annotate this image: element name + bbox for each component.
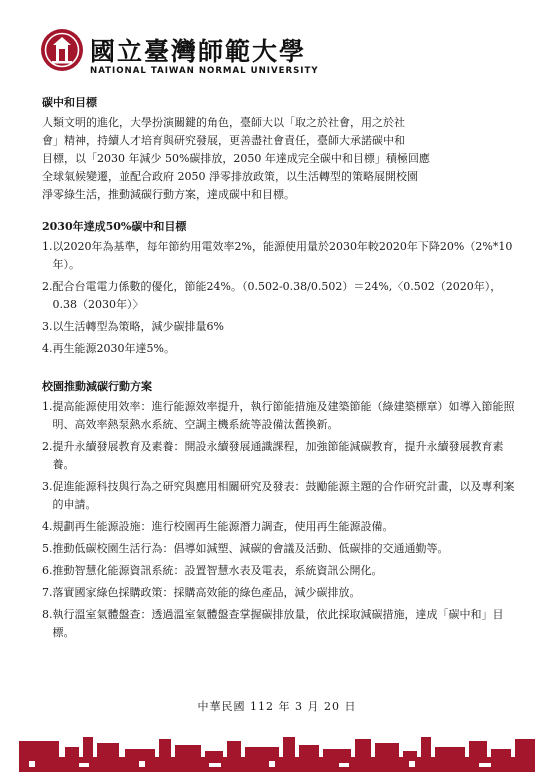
item-number: 4.	[42, 520, 53, 533]
item-text: 執行溫室氣體盤查：透過溫室氣體盤查掌握碳排放量，依此採取減碳措施，達成「碳中和」目標。	[52, 608, 504, 639]
item-text: 推動智慧化能源資訊系統：設置智慧水表及電表，系統資訊公開化。	[52, 564, 383, 577]
item-text: 提高能源使用效率：進行能源效率提升，執行節能措施及建築節能（綠建築標章）如導入節能照明、高效率熱泵熱水系統、空調主機系統等設備汰舊換新。	[52, 400, 515, 431]
item-number: 3.	[42, 320, 53, 333]
item-number: 8.	[42, 608, 53, 621]
list-item	[42, 584, 516, 602]
list-item	[42, 278, 516, 314]
item-number: 2.	[42, 280, 53, 293]
item-number: 7.	[42, 586, 53, 599]
item-number: 1.	[42, 400, 53, 413]
item-text: 再生能源2030年達5%。	[52, 342, 175, 355]
item-number: 2.	[42, 440, 53, 453]
decorative-footer-band	[19, 737, 535, 772]
item-text: 規劃再生能源設施：進行校園再生能源潛力調查，使用再生能源設備。	[52, 520, 394, 533]
item-text: 以2020年為基準，每年節約用電效率2%，能源使用量於2030年較2020年下降20%（2%*10年）。	[52, 240, 513, 271]
goals-list	[42, 238, 516, 358]
goals-section	[42, 218, 516, 358]
intro-line: 目標，以「2030 年減少 50%碳排放，2050 年達成完全碳中和目標」積極回應	[42, 152, 430, 165]
actions-heading: 校園推動減碳行動方案	[42, 380, 152, 393]
actions-section	[42, 378, 516, 642]
list-item	[42, 540, 516, 558]
item-number: 6.	[42, 564, 53, 577]
list-item	[42, 606, 516, 642]
list-item	[42, 518, 516, 536]
item-text: 以生活轉型為策略，減少碳排量6%	[52, 320, 224, 333]
item-text: 推動低碳校園生活行為：倡導如減塑、減碳的會議及活動、低碳排的交通通勤等。	[52, 542, 449, 555]
list-item	[42, 238, 516, 274]
intro-line: 淨零綠生活，推動減碳行動方案，達成碳中和目標。	[42, 188, 295, 201]
list-item	[42, 398, 516, 434]
item-number: 4.	[42, 342, 53, 355]
item-number: 5.	[42, 542, 53, 555]
item-text: 促進能源科技與行為之研究與應用相關研究及發表：鼓勵能源主題的合作研究計畫，以及專利案的申請。	[52, 480, 515, 511]
actions-list	[42, 398, 516, 642]
intro-line: 會」精神，持續人才培育與研究發展，更善盡社會責任，臺師大承諾碳中和	[42, 134, 405, 147]
university-seal-icon	[40, 28, 84, 72]
item-text: 提升永續發展教育及素養：開設永續發展通識課程，加強節能減碳教育，提升永續發展教育素養。	[52, 440, 504, 471]
item-text: 配合台電電力係數的優化，節能24%。（0.502-0.38/0.502）＝24%,〈0.502（2020年），0.38（2030年）〉	[52, 280, 502, 311]
list-item	[42, 318, 516, 336]
document-body	[42, 94, 516, 646]
university-logo	[40, 28, 319, 84]
university-name: 國立臺灣師範大學	[90, 37, 307, 66]
list-item	[42, 340, 516, 358]
list-item	[42, 478, 516, 514]
intro-section	[42, 94, 516, 204]
intro-heading: 碳中和目標	[42, 96, 97, 109]
goals-heading: 2030年達成50%碳中和目標	[42, 220, 187, 233]
document-date: 中華民國 112 年 3 月 20 日	[197, 700, 357, 713]
item-number: 3.	[42, 480, 53, 493]
item-number: 1.	[42, 240, 53, 253]
list-item	[42, 438, 516, 474]
list-item	[42, 562, 516, 580]
intro-line: 人類文明的進化，大學扮演關鍵的角色，臺師大以「取之於社會，用之於社	[42, 116, 405, 129]
item-text: 落實國家綠色採購政策：採購高效能的綠色產品，減少碳排放。	[52, 586, 361, 599]
intro-line: 全球氣候變遷，並配合政府 2050 淨零排放政策，以生活轉型的策略展開校園	[42, 170, 418, 183]
university-name-english: NATIONAL TAIWAN NORMAL UNIVERSITY	[90, 66, 319, 76]
